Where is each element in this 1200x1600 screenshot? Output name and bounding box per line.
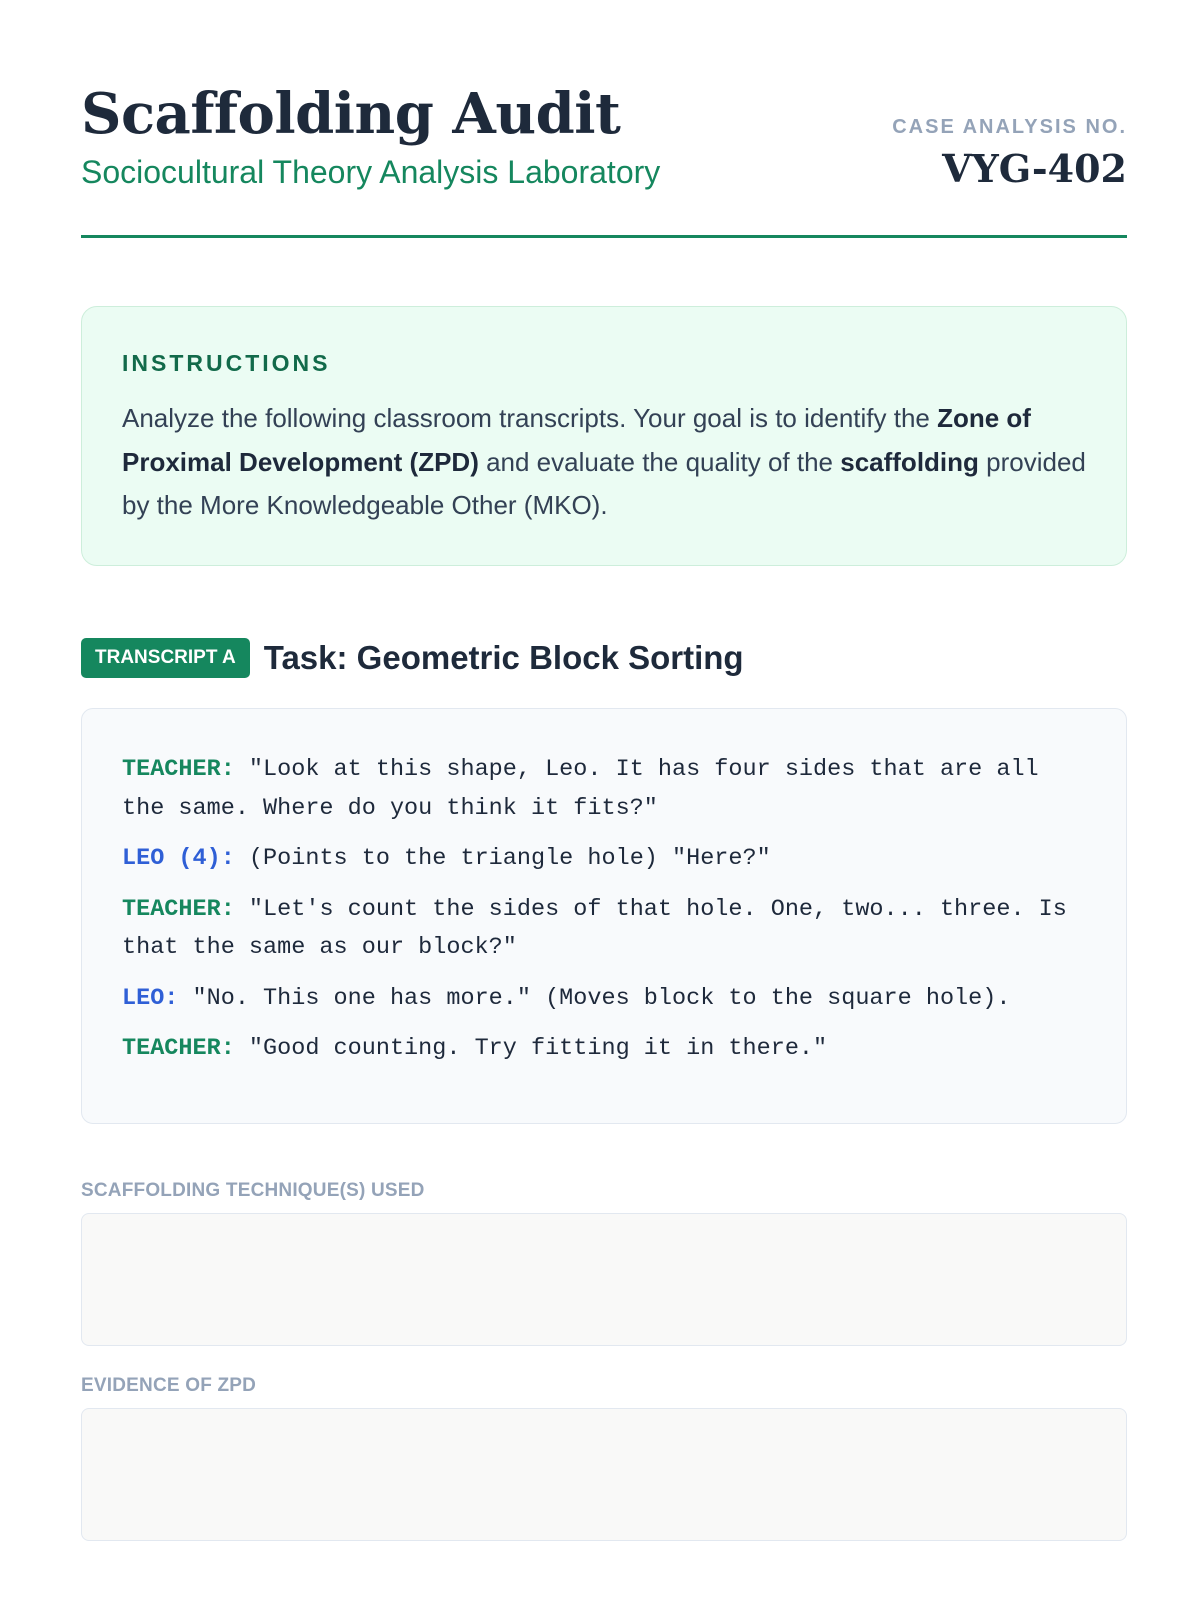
instructions-text-part: and evaluate the quality of the: [478, 446, 841, 477]
case-number: VYG-402: [942, 146, 1127, 191]
instructions-text: [122, 397, 1086, 528]
instructions-term-scaffolding: scaffolding: [840, 446, 979, 477]
instructions-text-part: Analyze the following classroom transcripts. Your goal is to identify the: [122, 403, 938, 433]
technique-answer-field[interactable]: [81, 1213, 1127, 1346]
utterance: "Good counting. Try fitting it in there.": [234, 1035, 828, 1062]
evidence-answer-field[interactable]: [81, 1408, 1127, 1541]
speaker-label: TEACHER:: [122, 1035, 235, 1062]
utterance: "Look at this shape, Leo. It has four sides that are all the same. Where do you think it fits?": [122, 756, 1039, 822]
transcript-box: [81, 708, 1127, 1124]
speaker-label: TEACHER:: [122, 756, 235, 783]
utterance: "No. This one has more." (Moves block to the square hole).: [178, 984, 1011, 1012]
technique-field-label: SCAFFOLDING TECHNIQUE(S) USED: [81, 1180, 425, 1201]
utterance: "Let's count the sides of that hole. One, two... three. Is that the same as our block?": [122, 895, 1067, 961]
transcript-heading: [81, 638, 744, 678]
utterance: (Points to the triangle hole) "Here?": [234, 845, 771, 872]
task-title: Task: Geometric Block Sorting: [263, 639, 744, 676]
speaker-label: TEACHER:: [122, 895, 235, 923]
transcript-line: [122, 1030, 1086, 1069]
transcript-line: [122, 891, 1086, 968]
page-title: Scaffolding Audit: [81, 81, 621, 147]
transcript-line: [122, 980, 1086, 1019]
page-subtitle: Sociocultural Theory Analysis Laboratory: [81, 154, 661, 190]
transcript-line: [122, 751, 1086, 828]
case-analysis-label: CASE ANALYSIS NO.: [892, 116, 1127, 138]
worksheet-page: [81, 0, 1127, 1396]
instructions-panel: [81, 306, 1127, 566]
instructions-term-zpd: Zone of Proximal Development (ZPD): [122, 403, 1031, 477]
transcript-line: [122, 840, 1086, 879]
speaker-label: LEO:: [122, 984, 179, 1012]
instructions-text-part: provided by the More Knowledgeable Other (MKO).: [122, 446, 1086, 520]
transcript-badge: TRANSCRIPT A: [81, 638, 250, 678]
evidence-field-label: EVIDENCE OF ZPD: [81, 1375, 257, 1396]
instructions-heading: INSTRUCTIONS: [122, 350, 331, 376]
page-header: [81, 0, 1127, 238]
speaker-label: LEO (4):: [122, 845, 235, 872]
